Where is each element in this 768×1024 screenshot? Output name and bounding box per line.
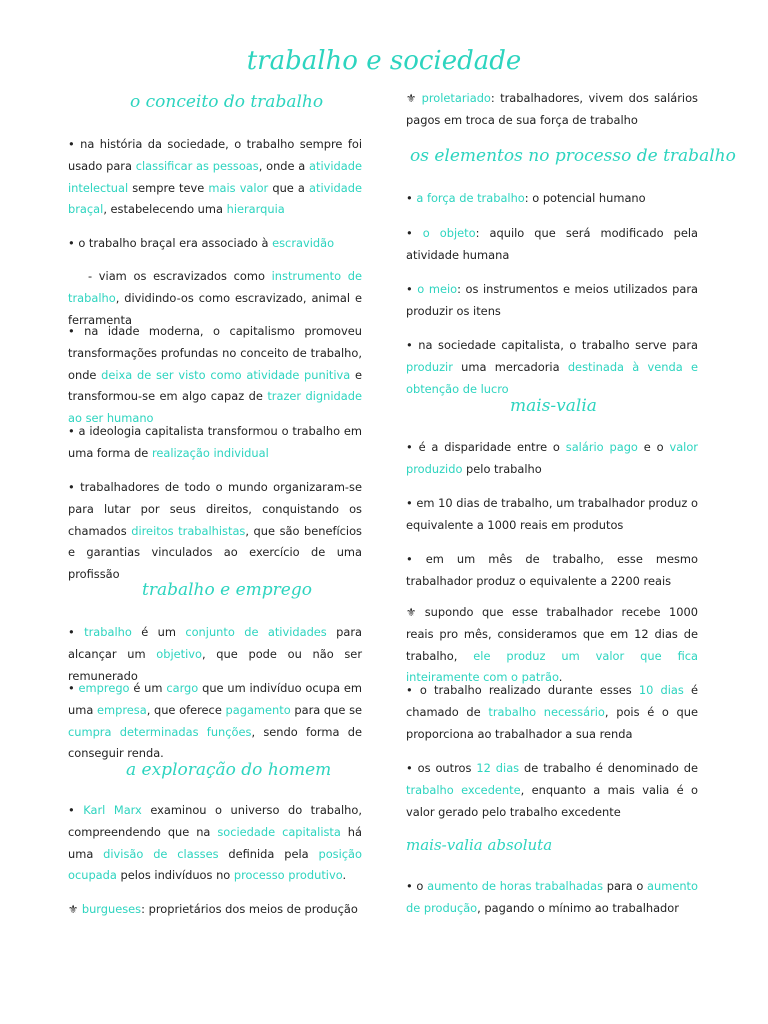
paragraph: • na história da sociedade, o trabalho sempre foi usado para classificar as pessoas, onde a atividade intelectual sempre teve mais valor que a atividade braçal, estabelecendo uma hierarquia bbox=[68, 137, 362, 217]
paragraph: • o objeto: aquilo que será modificado pela atividade humana bbox=[406, 226, 698, 262]
section-heading-emprego: trabalho e emprego bbox=[142, 580, 312, 600]
paragraph: • na sociedade capitalista, o trabalho serve para produzir uma mercadoria destinada à venda e obtenção de lucro bbox=[406, 338, 699, 396]
paragraph: • trabalhadores de todo o mundo organizaram-se para lutar por seus direitos, conquistando os chamados direitos trabalhistas, que são benefícios e garantias vinculados ao exercício de uma profissão bbox=[68, 480, 362, 582]
section-heading-elementos: os elementos no processo de trabalho bbox=[410, 146, 736, 166]
page-title: trabalho e sociedade bbox=[246, 46, 522, 76]
paragraph: • o aumento de horas trabalhadas para o aumento de produção, pagando o mínimo ao trabalhador bbox=[406, 879, 698, 915]
paragraph: • emprego é um cargo que um indivíduo ocupa em uma empresa, que oferece pagamento para que se cumpra determinadas funções, sendo forma de conseguir renda. bbox=[68, 681, 363, 761]
paragraph: • é a disparidade entre o salário pago e o valor produzido pelo trabalho bbox=[406, 440, 698, 476]
paragraph: ⚜ supondo que esse trabalhador recebe 1000 reais pro mês, consideramos que em 12 dias de trabalho, ele produz um valor que fica inteiramente com o patrão. bbox=[406, 605, 698, 685]
paragraph: - viam os escravizados como instrumento de trabalho, dividindo-os como escravizado, animal e ferramenta bbox=[68, 269, 362, 327]
paragraph: • o trabalho realizado durante esses 10 dias é chamado de trabalho necessário, pois é o que proporciona ao trabalhador a sua renda bbox=[406, 683, 699, 741]
paragraph: • a ideologia capitalista transformou o trabalho em uma forma de realização individual bbox=[68, 424, 362, 460]
paragraph: • o meio: os instrumentos e meios utilizados para produzir os itens bbox=[406, 282, 699, 318]
paragraph: • os outros 12 dias de trabalho é denominado de trabalho excedente, enquanto a mais valia é o valor gerado pelo trabalho excedente bbox=[406, 761, 698, 819]
paragraph: • Karl Marx examinou o universo do trabalho, compreendendo que na sociedade capitalista há uma divisão de classes definida pela posição ocupada pelos indivíduos no processo produtivo. bbox=[68, 803, 362, 883]
paragraph: • a força de trabalho: o potencial humano bbox=[406, 191, 646, 205]
paragraph: • o trabalho braçal era associado à escravidão bbox=[68, 236, 335, 250]
section-heading-mais-valia-absoluta: mais-valia absoluta bbox=[406, 836, 553, 854]
paragraph: • em um mês de trabalho, esse mesmo trabalhador produz o equivalente a 2200 reais bbox=[406, 552, 698, 588]
paragraph: • trabalho é um conjunto de atividades para alcançar um objetivo, que pode ou não ser remunerado bbox=[68, 625, 363, 683]
paragraph: ⚜ burgueses: proprietários dos meios de produção bbox=[68, 902, 358, 916]
section-heading-conceito: o conceito do trabalho bbox=[130, 92, 324, 112]
section-heading-mais-valia: mais-valia bbox=[510, 396, 597, 416]
section-heading-exploracao: a exploração do homem bbox=[126, 760, 332, 780]
paragraph: • em 10 dias de trabalho, um trabalhador produz o equivalente a 1000 reais em produtos bbox=[406, 496, 698, 532]
paragraph: ⚜ proletariado: trabalhadores, vivem dos salários pagos em troca de sua força de trabalho bbox=[406, 91, 698, 127]
paragraph: • na idade moderna, o capitalismo promoveu transformações profundas no conceito de trabalho, onde deixa de ser visto como atividade punitiva e transformou-se em algo capaz de trazer dignidade ao ser humano bbox=[68, 324, 362, 426]
